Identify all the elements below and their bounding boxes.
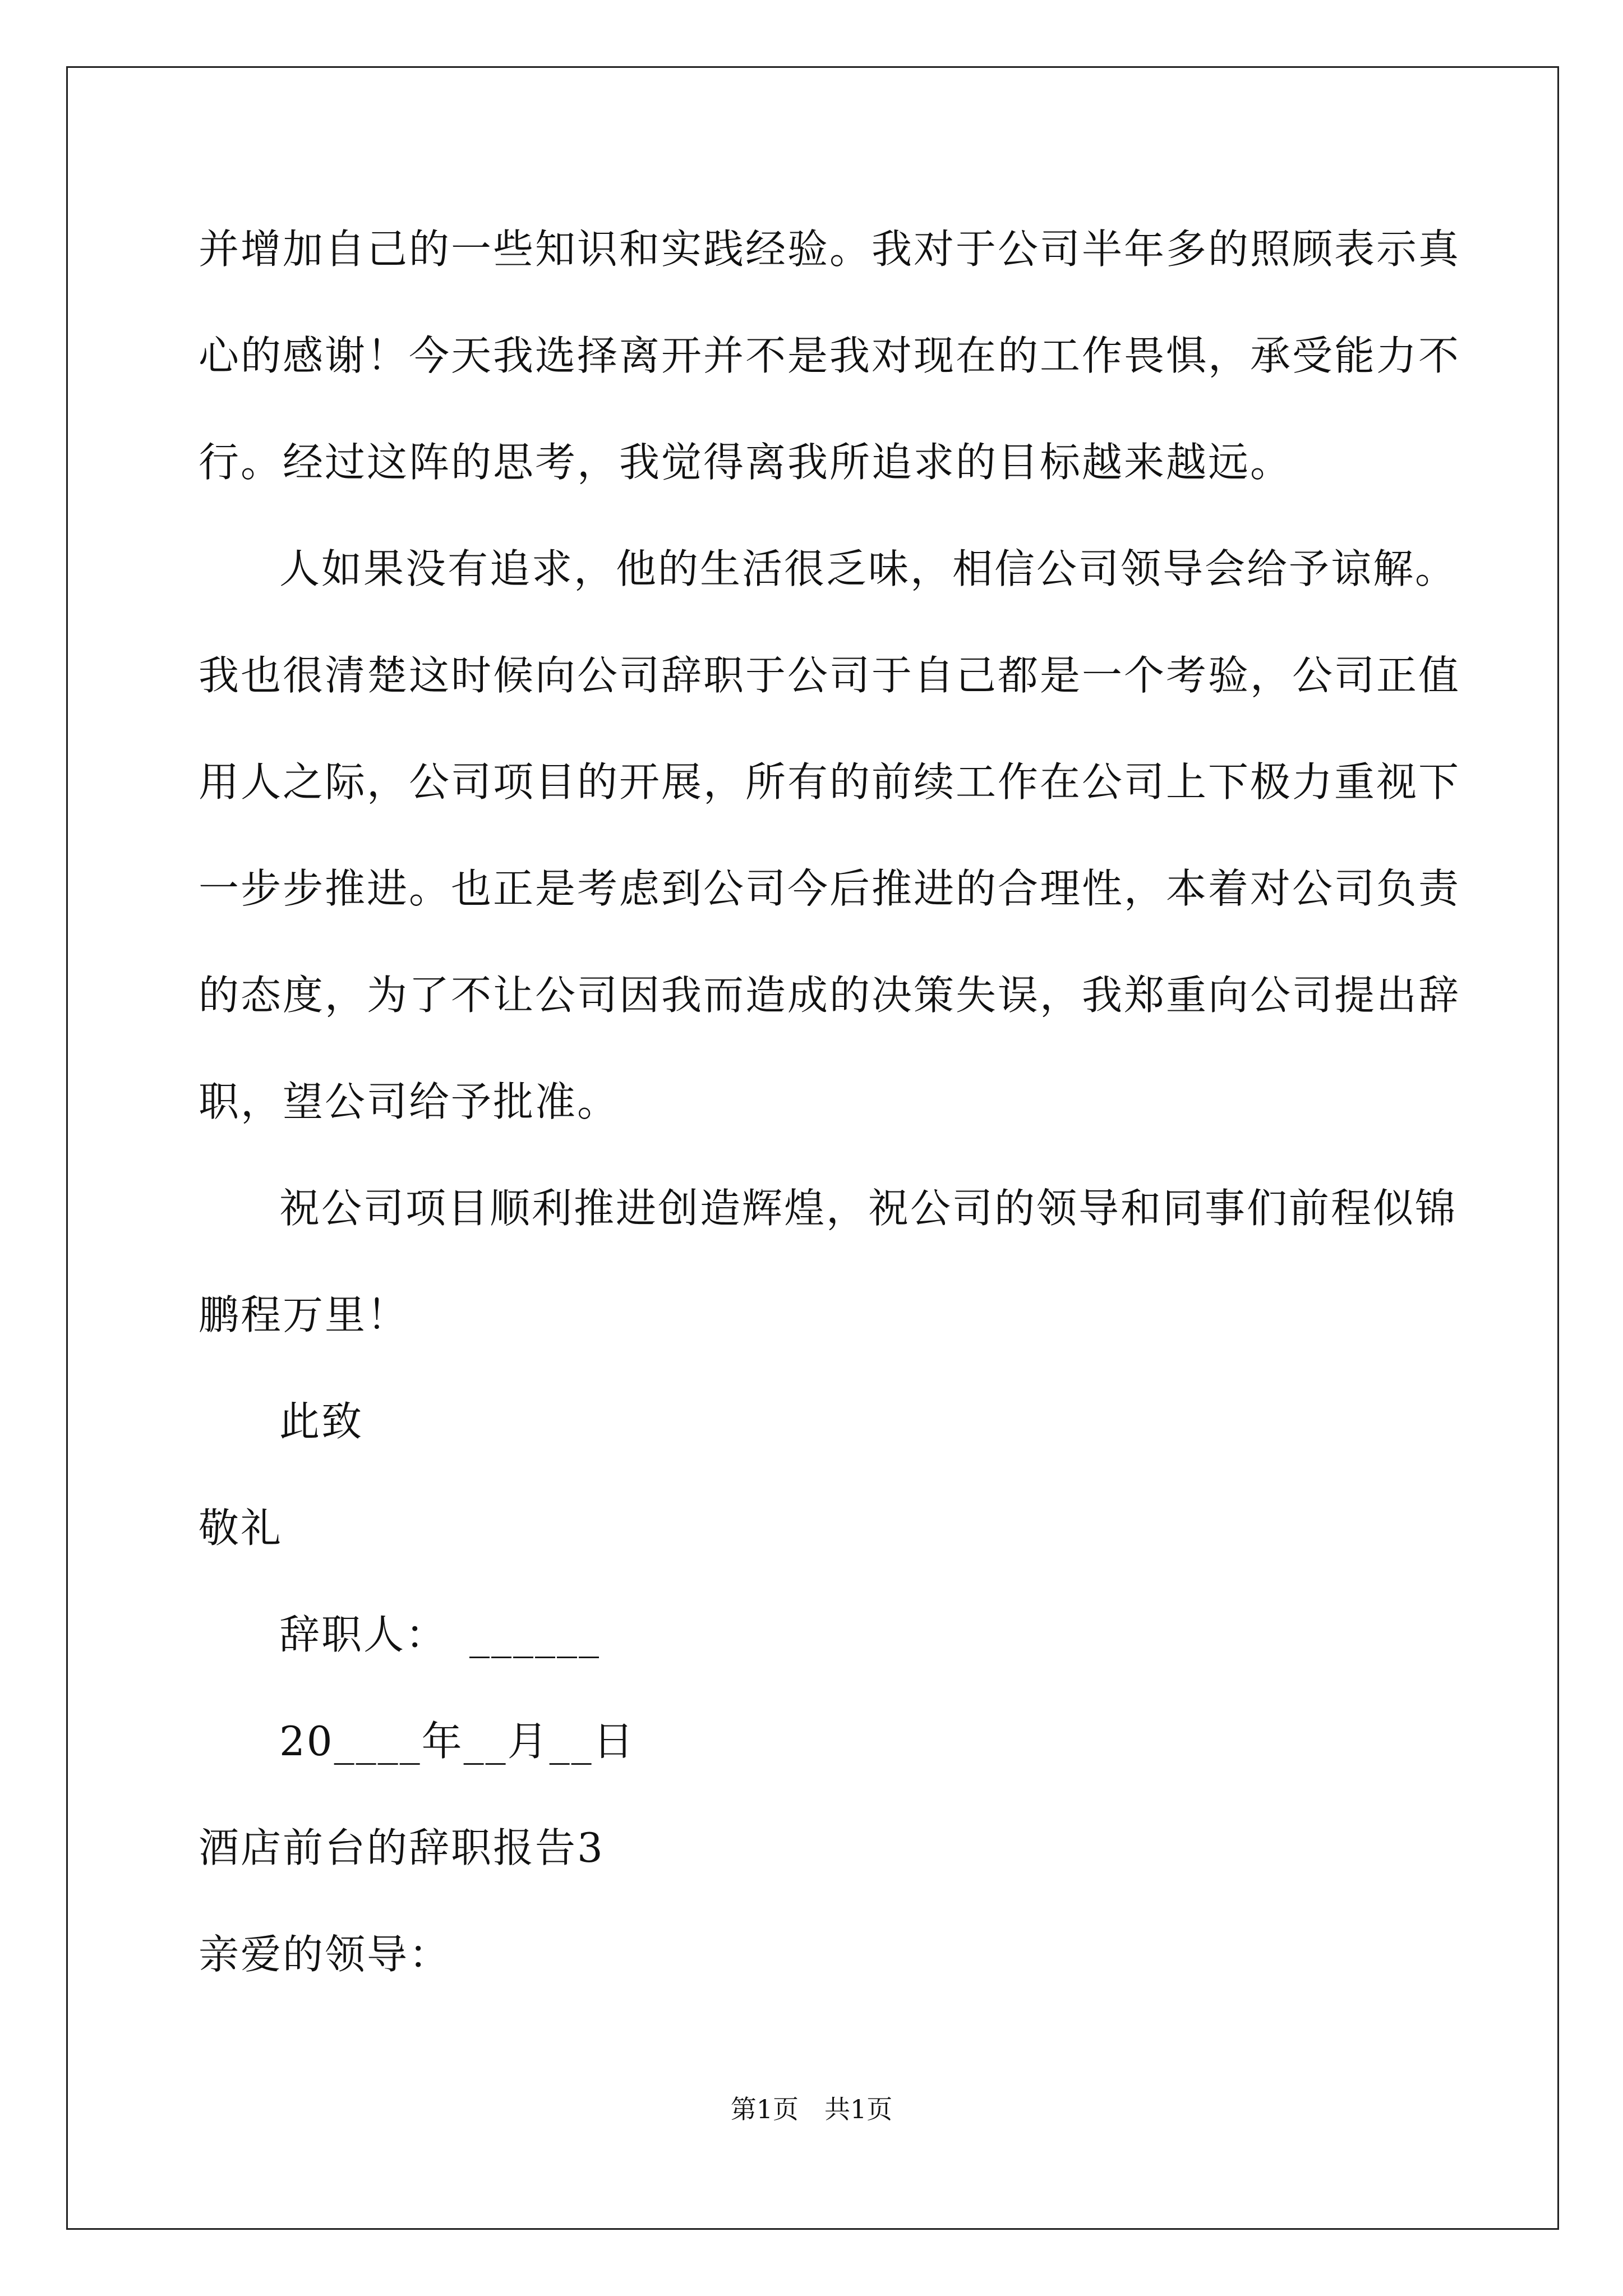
page-footer: 第1页 共1页 (730, 2094, 893, 2124)
closing-line: 此致 (279, 1398, 364, 1445)
date-line: 20____年__月__日 (279, 1718, 635, 1765)
body-line: 行。经过这阵的思考，我觉得离我所追求的目标越来越远。 (199, 439, 1293, 486)
signature-line: 辞职人： ______ (279, 1611, 601, 1658)
body-line: 的态度，为了不让公司因我而造成的决策失误，我郑重向公司提出辞 (199, 972, 1461, 1019)
body-line: 人如果没有追求，他的生活很乏味，相信公司领导会给予谅解。 (279, 545, 1458, 592)
page-border (66, 66, 1559, 2230)
closing-line: 敬礼 (199, 1504, 283, 1552)
body-line: 心的感谢！今天我选择离开并不是我对现在的工作畏惧，承受能力不 (199, 332, 1461, 379)
body-line: 我也很清楚这时候向公司辞职于公司于自己都是一个考验，公司正值 (199, 652, 1461, 699)
salutation-line: 亲爱的领导： (199, 1931, 451, 1978)
body-line: 鹏程万里！ (199, 1291, 409, 1338)
body-line: 祝公司项目顺利推进创造辉煌，祝公司的领导和同事们前程似锦 (279, 1185, 1458, 1232)
body-line: 用人之际，公司项目的开展，所有的前续工作在公司上下极力重视下 (199, 758, 1461, 806)
section-title: 酒店前台的辞职报告3 (199, 1824, 605, 1871)
body-line: 并增加自己的一些知识和实践经验。我对于公司半年多的照顾表示真 (199, 226, 1461, 273)
body-line: 一步步推进。也正是考虑到公司今后推进的合理性，本着对公司负责 (199, 865, 1461, 912)
body-line: 职，望公司给予批准。 (199, 1078, 620, 1125)
